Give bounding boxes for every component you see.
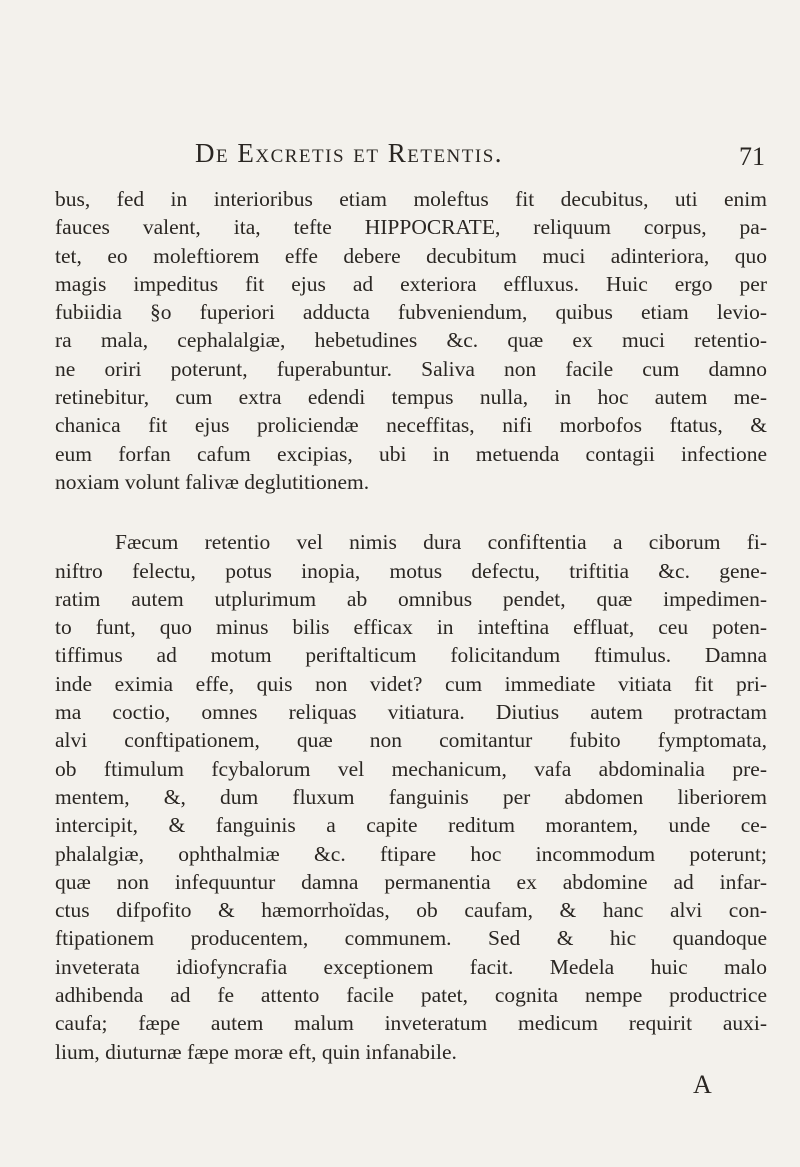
text-line: ftipationem producentem, communem. Sed & hic quandoque [55, 926, 767, 951]
text-line: fauces valent, ita, tefte HIPPOCRATE, reliquum corpus, pa- [55, 215, 767, 240]
running-head [0, 138, 800, 178]
text-line: retinebitur, cum extra edendi tempus nulla, in hoc autem me- [55, 385, 767, 410]
text-line: alvi conftipationem, quæ non comitantur fubito fymptomata, [55, 728, 767, 753]
text-line: intercipit, & fanguinis a capite reditum morantem, unde ce- [55, 813, 767, 838]
text-line: caufa; fæpe autem malum inveteratum medicum requirit auxi- [55, 1011, 767, 1036]
body-text [55, 185, 767, 1066]
text-line: ctus difpofito & hæmorrhoïdas, ob caufam, & hanc alvi con- [55, 898, 767, 923]
paragraph-1 [55, 185, 767, 496]
paragraph-gap [55, 496, 767, 528]
text-line: inde eximia effe, quis non videt? cum immediate vitiata fit pri- [55, 671, 767, 696]
text-line: tet, eo moleftiorem effe debere decubitum muci adinteriora, quo [55, 243, 767, 268]
text-line: fubiidia §o fuperiori adducta fubveniendum, quibus etiam levio- [55, 300, 767, 325]
text-line: adhibenda ad fe attento facile patet, cognita nempe productrice [55, 983, 767, 1008]
text-line: to funt, quo minus bilis efficax in inteftina effluat, ceu poten- [55, 615, 767, 640]
text-line: Fæcum retentio vel nimis dura confiftentia a ciborum fi- [115, 530, 767, 555]
text-line: ne oriri poterunt, fuperabuntur. Saliva non facile cum damno [55, 356, 767, 381]
text-line: ob ftimulum fcybalorum vel mechanicum, vafa abdominalia pre- [55, 756, 767, 781]
text-line: phalalgiæ, ophthalmiæ &c. ftipare hoc incommodum poterunt; [55, 841, 767, 866]
text-line: lium, diuturnæ fæpe moræ eft, quin infanabile. [55, 1039, 457, 1064]
text-line: ratim autem utplurimum ab omnibus pendet, quæ impedimen- [55, 586, 767, 611]
text-line: inveterata idiofyncrafia exceptionem facit. Medela huic malo [55, 954, 767, 979]
running-head-title: De Excretis et Retentis. [195, 138, 504, 168]
text-line: mentem, &, dum fluxum fanguinis per abdomen liberiorem [55, 784, 767, 809]
text-line: ma coctio, omnes reliquas vitiatura. Diutius autem protractam [55, 700, 767, 725]
paragraph-2 [55, 528, 767, 1066]
text-line: magis impeditus fit ejus ad exteriora effluxus. Huic ergo per [55, 271, 767, 296]
text-line: ra mala, cephalalgiæ, hebetudines &c. quæ ex muci retentio- [55, 328, 767, 353]
catchword: A [693, 1070, 712, 1099]
text-line: quæ non infequuntur damna permanentia ex abdomine ad infar- [55, 869, 767, 894]
text-line: chanica fit ejus proliciendæ neceffitas, nifi morbofos ftatus, & [55, 413, 767, 438]
text-line: tiffimus ad motum periftalticum folicitandum ftimulus. Damna [55, 643, 767, 668]
text-line: eum forfan cafum excipias, ubi in metuenda contagii infectione [55, 441, 767, 466]
text-line: bus, fed in interioribus etiam moleftus fit decubitus, uti enim [55, 187, 767, 211]
text-line: noxiam volunt falivæ deglutitionem. [55, 469, 370, 494]
page-number: 71 [739, 142, 765, 171]
text-line: niftro felectu, potus inopia, motus defectu, triftitia &c. gene- [55, 558, 767, 583]
